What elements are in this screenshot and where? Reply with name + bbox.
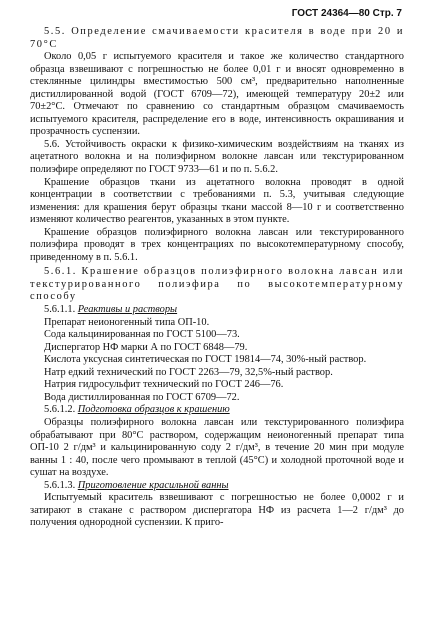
section-5-6-1-1-title: Реактивы и растворы xyxy=(77,304,178,316)
reagent-item: Кислота уксусная синтетическая по ГОСТ 19814—74, 30%-ный раствор. xyxy=(44,354,367,366)
section-5-6-1-1-number: 5.6.1.1. xyxy=(44,304,76,316)
section-5-6-1-2-number: 5.6.1.2. xyxy=(44,404,76,416)
reagent-item: Диспергатор НФ марки А по ГОСТ 6848—79. xyxy=(44,341,248,353)
reagent-item: Сода кальцинированная по ГОСТ 5100—73. xyxy=(44,329,240,341)
page-header: ГОСТ 24364—80 Стр. 7 xyxy=(291,8,402,19)
section-5-6-paragraph-2: Крашение образцов ткани из ацетатного волокна проводят в одной концентрации в соответствии с требованиями п. 5.3, учитывая следующие изменения: для крашения берут образцы ткани массой 8—10 г и соответственно изменяют количество реагентов, указанных в этом пункте. xyxy=(30,176,404,226)
section-5-6-1-title: 5.6.1. Крашение образцов полиэфирного волокна лавсан или текстурированного полиэфира по высокотемпературному способу xyxy=(30,266,404,303)
section-5-6-1-1-heading xyxy=(30,304,404,317)
reagent-item: Препарат неионогенный типа ОП-10. xyxy=(44,316,210,328)
section-5-6-1-3-number: 5.6.1.3. xyxy=(44,479,76,491)
reagent-item: Натрия гидросульфит технический по ГОСТ 246—76. xyxy=(44,379,284,391)
section-5-6-1-3-body: Испытуемый краситель взвешивают с погрешностью не более 0,0002 г и затирают в стакане с раствором диспергатора НФ из расчета 1—2 г/дм³ до получения однородной суспензии. К приго- xyxy=(30,492,404,529)
reagent-list xyxy=(30,317,404,405)
section-5-6-1-2-body: Образцы полиэфирного волокна лавсан или текстурированного полиэфира обрабатывают при 80°С раствором, содержащим неионогенный препарат типа ОП-10 2 г/дм³ и кальцинированную соду 2 г/дм³, в течение 20 мин при модуле ванны 1 : 40, после чего промывают в теплой (45°С) и холодной проточной воде и сушат на воздухе. xyxy=(30,416,404,479)
reagent-item: Вода дистиллированная по ГОСТ 6709—72. xyxy=(44,391,240,403)
section-5-6-1-2-title: Подготовка образцов к крашению xyxy=(77,404,230,416)
section-5-6-1-3-heading xyxy=(30,480,404,493)
section-5-5-body: Около 0,05 г испытуемого красителя и такое же количество стандартного образца взвешивают с погрешностью не более 0,01 г и вносят одновременно в стеклянные цилиндры вместимостью 500 см³, предварительно наполненные дистиллированной водой (ГОСТ 6709—72), имеющей температуру 20±2 или 70±2°С. Отмечают по сравнению со стандартным образцом смачиваемость испытуемого красителя, распределение его в воде, интенсивность окрашивания и прозрачность суспензии. xyxy=(30,51,404,138)
section-5-6-paragraph-1: 5.6. Устойчивость окраски к физико-химическим воздействиям на тканях из ацетатного волокна и на полиэфирном волокне лавсан или текстурированном полиэфире определяют по ГОСТ 9733—61 и по п. 5.6.2. xyxy=(30,138,404,176)
section-5-6-1-2-heading xyxy=(30,404,404,417)
section-5-6-paragraph-3: Крашение образцов полиэфирного волокна лавсан или текстурированного полиэфира проводят в трех концентрациях по высокотемпературному способу, приведенному в п. 5.6.1. xyxy=(30,226,404,263)
section-5-6-1-3-title: Приготовление красильной ванны xyxy=(77,479,229,491)
reagent-item: Натр едкий технический по ГОСТ 2263—79, 32,5%-ный раствор. xyxy=(44,366,333,378)
section-5-5-title: 5.5. Определение смачиваемости красителя в воде при 20 и 70°С xyxy=(30,26,404,50)
